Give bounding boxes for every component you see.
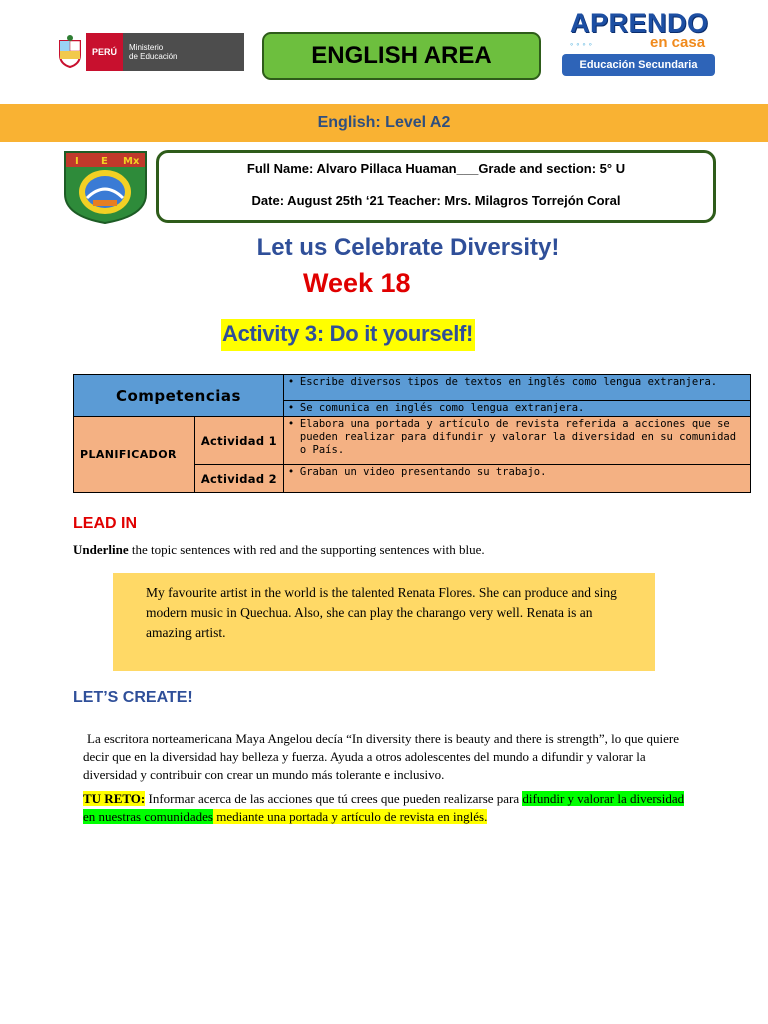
lets-create-heading: LET’S CREATE! — [73, 689, 193, 706]
actividad-2 — [283, 465, 750, 493]
student-name-grade: Full Name: Alvaro Pillaca Huaman___Grade and section: 5° U — [246, 161, 626, 176]
ministry-label — [123, 33, 244, 71]
instruction-keyword: Underline — [73, 542, 129, 557]
bullet-glyph: • — [287, 402, 295, 414]
aprendo-en-casa-logo — [562, 8, 718, 78]
crest-letter-i: I — [75, 156, 79, 167]
lead-in-instruction — [73, 542, 485, 558]
aprendo-title: APRENDO — [570, 8, 709, 38]
tu-reto-label: TU RETO: — [83, 791, 146, 806]
reto-highlight-yellow: mediante una portada y artículo de revista en inglés. — [212, 809, 488, 824]
competencia-2-text: Se comunica en inglés como lengua extranjera. — [299, 402, 585, 414]
reto-text: Informar acerca de las acciones que tú crees que pueden realizarse para — [145, 791, 523, 806]
level-bar: English: Level A2 — [0, 104, 768, 142]
aprendo-level: Educación Secundaria — [562, 54, 715, 76]
ministerio-educacion-logo — [54, 33, 244, 71]
reto-highlight-green: difundir y valorar la diversidad en nuestras comunidades — [83, 791, 685, 824]
crest-letter-e: E — [101, 156, 108, 167]
student-info-box — [156, 150, 716, 223]
ministry-line-2: de Educación — [129, 52, 178, 61]
crest-letter-mx: Mx — [123, 156, 140, 167]
lets-create-paragraph: La escritora norteamericana Maya Angelou decía “In diversity there is beauty and there is strength”, lo que quiere decir que en la diversidad hay belleza y fuerza. Ayuda a otros adolescentes del mundo a difundir y valorar la diversidad y contribuir con crear un mundo más tolerante e inclusivo. — [83, 731, 679, 782]
tu-reto-paragraph — [83, 790, 691, 826]
competencia-2 — [283, 401, 750, 417]
aprendo-subtitle: en casa — [650, 34, 706, 51]
actividad-1-text: Elabora una portada y artículo de revista referida a acciones que se pueden realizar para difundir y valorar la diversidad en su comunidad o País. — [299, 418, 737, 456]
lead-in-heading: LEAD IN — [73, 515, 137, 532]
competencias-header: Competencias — [74, 375, 284, 417]
competencia-1-text: Escribe diversos tipos de textos en inglés como lengua extranjera. — [299, 376, 718, 388]
week-number: Week 18 — [303, 268, 411, 298]
instruction-text: the topic sentences with red and the supporting sentences with blue. — [128, 542, 485, 557]
reading-passage-box — [113, 573, 655, 671]
planificador-label: PLANIFICADOR — [74, 417, 195, 493]
actividad-2-text: Graban un video presentando su trabajo. — [299, 466, 547, 478]
english-area-badge: ENGLISH AREA — [262, 32, 541, 80]
actividad-1-label: Actividad 1 — [194, 417, 283, 465]
actividad-1 — [283, 417, 750, 465]
reading-passage: My favourite artist in the world is the talented Renata Flores. She can produce and sing modern music in Quechua. Also, she can play the charango very well. Renata is an amazing artist. — [146, 585, 617, 640]
bullet-glyph: • — [287, 466, 295, 478]
page-title: Let us Celebrate Diversity! — [256, 234, 560, 261]
school-crest-icon — [63, 150, 148, 225]
competencia-1 — [283, 375, 750, 401]
activity-title: Activity 3: Do it yourself! — [221, 319, 475, 351]
bullet-glyph: • — [287, 376, 295, 388]
ministry-line-1: Ministerio — [129, 43, 164, 52]
peru-label: PERÚ — [86, 33, 123, 71]
aprendo-dots-icon: ◦◦◦◦ — [570, 39, 595, 49]
actividad-2-label: Actividad 2 — [194, 465, 283, 493]
date-teacher: Date: August 25th ‘21 Teacher: Mrs. Milagros Torrejón Coral — [251, 193, 621, 208]
bullet-glyph: • — [287, 418, 295, 430]
competencias-table — [73, 374, 751, 493]
peru-coat-of-arms-icon — [54, 33, 86, 71]
